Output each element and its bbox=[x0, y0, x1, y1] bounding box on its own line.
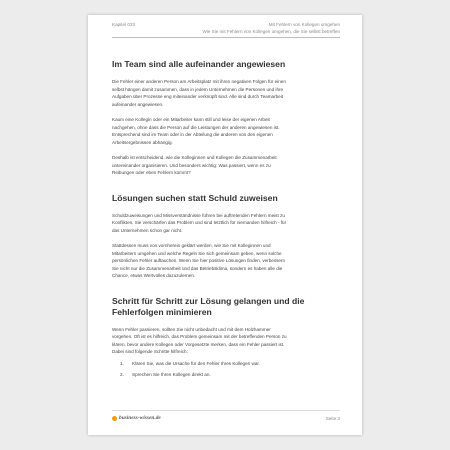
text-line: Dabei sind folgende Schritte hilfreich: bbox=[112, 349, 188, 354]
text-line: Reibungen oder eben Fehlern kommt? bbox=[112, 170, 191, 175]
page-header bbox=[112, 21, 340, 38]
text-line: selbst hängen damit zusammen, dass in jedem Unternehmen die Personen und ihre bbox=[112, 86, 284, 92]
list-text: Sprechen Sie Ihren Kollegen direkt an. bbox=[132, 372, 211, 377]
text-line: Chance, etwas Wertvolles dazuzulernen. bbox=[112, 273, 196, 278]
text-line: Entsprechend sind im Team oder in der Abteilung die anderen von den eigenen bbox=[112, 132, 273, 137]
text-line: untereinander organisieren. Und besonders wichtig: Was passiert, wenn es zu bbox=[112, 162, 271, 168]
text-line: aufeinander angewiesen. bbox=[112, 101, 164, 107]
paragraph bbox=[112, 326, 340, 356]
chapter-label: Kapitel 033 bbox=[112, 22, 135, 27]
text-line: Arbeitsergebnissen abhängig. bbox=[112, 139, 173, 145]
text-line: vorgehen. Oft ist es hilfreich, das Problem gemeinsam mit der betreffenden Person zu bbox=[112, 334, 287, 339]
page-number: Seite 3 bbox=[325, 416, 340, 421]
paragraph bbox=[112, 242, 340, 280]
brand-logo[interactable] bbox=[112, 415, 161, 421]
list-item bbox=[112, 360, 340, 368]
numbered-list bbox=[112, 360, 340, 379]
text-line: Wenn Fehler passieren, sollten Sie nicht unbedacht und mit dem Holzhammer bbox=[112, 326, 271, 332]
section-heading bbox=[112, 59, 340, 70]
brand-dot-icon bbox=[112, 416, 117, 421]
text-line: Kaum eine Kollegin oder ein Mitarbeiter kann still und leise der eigenen Arbeit bbox=[112, 117, 270, 122]
paragraph bbox=[112, 78, 340, 108]
text-line: Schuldzuweisungen und Missverständnisse führen bei auftretenden Fehlern meist zu bbox=[112, 212, 285, 218]
section-heading bbox=[112, 296, 340, 318]
text-line: Stattdessen muss von vornherein geklärt werden, wie Sie mit Kolleginnen und bbox=[112, 243, 271, 248]
text-line: Die Fehler einer anderen Person am Arbeitsplatz mit ihren negativen Folgen für einen bbox=[112, 79, 286, 84]
paragraph bbox=[112, 212, 340, 235]
paragraph bbox=[112, 154, 340, 177]
paragraph bbox=[112, 116, 340, 146]
heading-line: Im Team sind alle aufeinander angewiesen bbox=[112, 59, 286, 69]
document-page bbox=[88, 15, 362, 435]
list-number: 1. bbox=[120, 360, 124, 366]
text-line: das Unternehmen schon gar nicht. bbox=[112, 227, 183, 233]
brand-name: business-wissen.de bbox=[119, 415, 161, 421]
text-line: klären, bevor andere Kollegen oder Vorgesetzte merken, dass ein Fehler passiert ist. bbox=[112, 341, 285, 347]
text-line: Deshalb ist entscheidend, wie die Kolleginnen und Kollegen die Zusammenarbeit bbox=[112, 155, 277, 160]
heading-line: Lösungen suchen statt Schuld zuweisen bbox=[112, 192, 278, 203]
list-text: Klären Sie, was die Ursache für den Fehler Ihres Kollegen war. bbox=[132, 360, 260, 366]
list-item bbox=[112, 371, 340, 379]
list-number: 2. bbox=[120, 372, 124, 377]
header-subtitle: Wie Sie mit Fehlern von Kollegen umgehen, die Sie selbst betreffen bbox=[202, 28, 340, 34]
text-line: Mitarbeitern umgehen und welche Regeln Sie sich gemeinsam geben, wenn solche bbox=[112, 250, 282, 256]
text-line: nachgehen, ohne dass die Person auf die Leistungen der anderen angewiesen ist. bbox=[112, 124, 280, 130]
page-footer bbox=[112, 410, 340, 423]
section-heading bbox=[112, 193, 340, 204]
text-line: Konflikten. Sie verschärfen das Problem und sind letztlich für niemanden hilfreich - für bbox=[112, 220, 287, 225]
page-content bbox=[112, 59, 340, 379]
text-line: Aufgaben über Prozesse eng miteinander verknüpft sind. Alle sind durch Teamarbeit bbox=[112, 94, 284, 99]
text-line: Sie nicht nur die Zusammenarbeit und das Betriebsklima, sondern es haben alle die bbox=[112, 265, 283, 271]
text-line: persönlichen Fehler auftauchen. Wenn Sie hier positive Lösungen finden, verbessern bbox=[112, 258, 286, 263]
heading-line: Schritt für Schritt zur Lösung gelangen und die bbox=[112, 295, 305, 306]
heading-line: Fehlerfolgen minimieren bbox=[112, 306, 212, 317]
header-title: Mit Fehlern von Kollegen umgehen bbox=[268, 22, 340, 27]
